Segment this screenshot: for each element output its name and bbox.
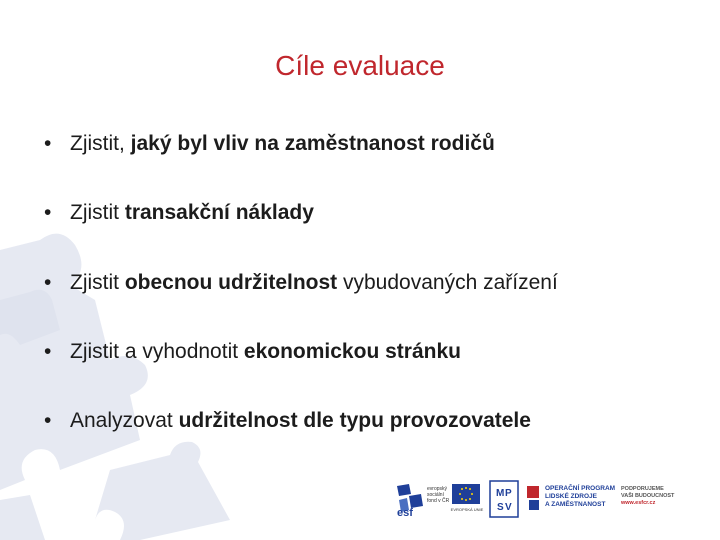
bullet-marker: •: [44, 409, 52, 432]
bullet-text-bold: transakční náklady: [124, 201, 314, 224]
esf-caption-line: sociální: [427, 492, 444, 498]
support-line: VAŠI BUDOUCNOST: [621, 493, 675, 499]
support-text: [621, 486, 674, 507]
bullet-item: [44, 201, 314, 225]
esf-caption: [427, 486, 451, 504]
mpsv-logo-icon: [489, 480, 519, 518]
bullet-text-plain: Zjistit,: [70, 132, 131, 155]
bullet-text-bold: ekonomickou stránku: [243, 340, 461, 363]
mpsv-letter: M: [496, 488, 505, 499]
bullet-item: [44, 132, 495, 156]
bullet-marker: •: [44, 132, 52, 155]
op-program-text: [545, 485, 615, 509]
esf-caption-line: evropský: [427, 486, 448, 492]
bullet-item: [44, 409, 531, 433]
op-line: OPERAČNÍ PROGRAM: [545, 485, 616, 492]
bullet-text-plain: vybudovaných zařízení: [337, 271, 558, 294]
bullet-item: [44, 340, 461, 364]
bullet-text-bold: obecnou udržitelnost: [124, 271, 338, 294]
support-line: PODPORUJEME: [621, 486, 664, 492]
bullet-text-plain: Zjistit a vyhodnotit: [70, 340, 244, 363]
slide-title: Cíle evaluace: [275, 50, 445, 81]
mpsv-letter: P: [505, 488, 512, 499]
bullet-text-plain: Zjistit: [70, 201, 125, 224]
op-line: LIDSKÉ ZDROJE: [545, 493, 598, 500]
bullet-item: [44, 271, 558, 295]
bullet-text-plain: Analyzovat: [70, 409, 179, 432]
op-line: A ZAMĚSTNANOST: [545, 501, 606, 508]
mpsv-letter: S: [497, 502, 504, 513]
mpsv-letter: V: [505, 502, 512, 513]
esf-caption-line: fond v ČR: [427, 498, 450, 504]
bullet-text-bold: jaký byl vliv na zaměstnanost rodičů: [130, 132, 495, 155]
bullet-text-plain: Zjistit: [70, 271, 125, 294]
bullet-text-bold: udržitelnost dle typu provozovatele: [178, 409, 531, 432]
bullet-marker: •: [44, 271, 52, 294]
support-url: www.esfcr.cz: [621, 500, 656, 506]
bullet-marker: •: [44, 201, 52, 224]
eu-flag-icon: [452, 484, 480, 504]
eu-caption: EVROPSKÁ UNIE: [450, 507, 484, 512]
bullet-marker: •: [44, 340, 52, 363]
footer-logos: [395, 480, 695, 520]
esf-mark: esf: [397, 507, 413, 518]
